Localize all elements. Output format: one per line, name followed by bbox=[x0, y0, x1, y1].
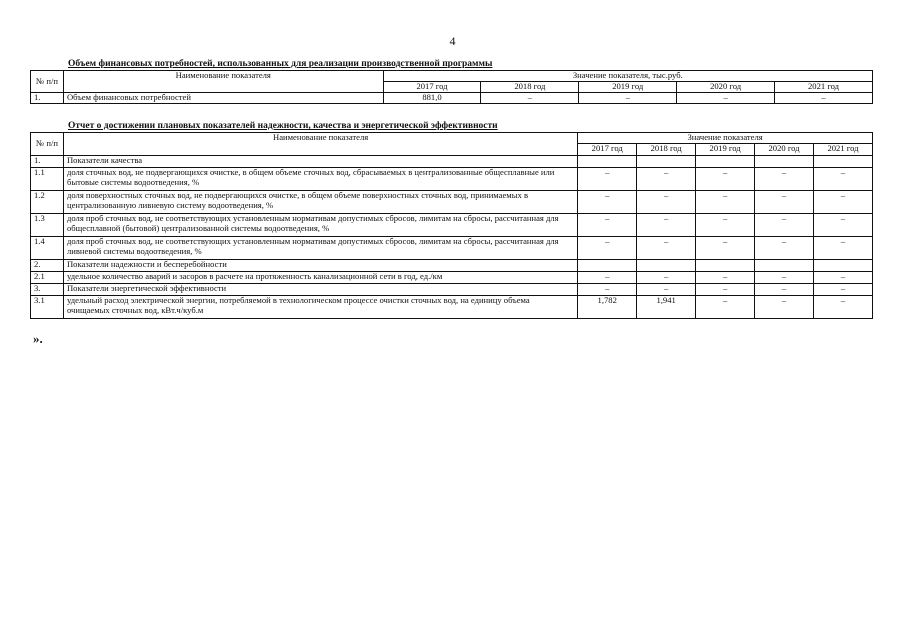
row-value bbox=[814, 156, 873, 168]
row-value bbox=[578, 260, 637, 272]
year-header: 2017 год bbox=[383, 82, 481, 93]
row-value: – bbox=[814, 214, 873, 237]
row-value bbox=[696, 156, 755, 168]
section1-title: Объем финансовых потребностей, использованных для реализации производственной программы bbox=[68, 59, 493, 69]
financial-needs-table bbox=[30, 70, 873, 104]
row-value: 1,782 bbox=[578, 296, 637, 319]
row-name: Показатели качества bbox=[63, 156, 577, 168]
row-value: 1,941 bbox=[637, 296, 696, 319]
table-row bbox=[31, 156, 873, 168]
row-value bbox=[578, 156, 637, 168]
year-header: 2017 год bbox=[578, 144, 637, 156]
page-number: 4 bbox=[449, 34, 456, 48]
row-name: удельный расход электрической энергии, потребляемой в технологическом процессе очистки сточных вод, на единицу объема очищаемых сточных вод, кВт.ч/куб.м bbox=[63, 296, 577, 319]
row-value: – bbox=[814, 237, 873, 260]
row-value: – bbox=[578, 191, 637, 214]
row-value: – bbox=[696, 214, 755, 237]
row-value: – bbox=[696, 237, 755, 260]
row-no: 2.1 bbox=[31, 272, 64, 284]
row-value: – bbox=[755, 296, 814, 319]
indicators-table bbox=[30, 132, 873, 319]
row-value: – bbox=[637, 191, 696, 214]
row-value: – bbox=[755, 214, 814, 237]
year-header: 2018 год bbox=[481, 82, 579, 93]
row-value: 881,0 bbox=[383, 93, 481, 104]
row-value: – bbox=[578, 214, 637, 237]
table-row bbox=[31, 237, 873, 260]
table-row bbox=[31, 214, 873, 237]
row-value: – bbox=[677, 93, 775, 104]
row-value: – bbox=[637, 237, 696, 260]
row-value: – bbox=[696, 168, 755, 191]
row-value bbox=[814, 260, 873, 272]
year-header: 2019 год bbox=[696, 144, 755, 156]
table-row bbox=[31, 296, 873, 319]
section2-title: Отчет о достижении плановых показателей надежности, качества и энергетической эффективности bbox=[68, 121, 498, 131]
row-no: 3.1 bbox=[31, 296, 64, 319]
row-value bbox=[637, 156, 696, 168]
row-value bbox=[755, 156, 814, 168]
row-name: удельное количество аварий и засоров в расчете на протяженность канализационной сети в год, ед./км bbox=[63, 272, 577, 284]
row-value: – bbox=[637, 168, 696, 191]
row-value: – bbox=[814, 296, 873, 319]
row-name: Объем финансовых потребностей bbox=[63, 93, 383, 104]
row-name: доля проб сточных вод, не соответствующих установленным нормативам допустимых сбросов, лимитам на сбросы, рассчитанная для ливневой системы водоотведения, % bbox=[63, 237, 577, 260]
row-name: Показатели энергетической эффективности bbox=[63, 284, 577, 296]
row-value: – bbox=[578, 272, 637, 284]
table-row bbox=[31, 191, 873, 214]
year-header: 2019 год bbox=[579, 82, 677, 93]
row-value: – bbox=[755, 284, 814, 296]
table-row bbox=[31, 272, 873, 284]
row-value: – bbox=[696, 284, 755, 296]
row-value: – bbox=[578, 168, 637, 191]
row-name: доля поверхностных сточных вод, не подвергающихся очистке, в общем объеме поверхностных сточных вод, принимаемых в централизованную ливневую систему водоотведения, % bbox=[63, 191, 577, 214]
row-value: – bbox=[481, 93, 579, 104]
row-value: – bbox=[814, 191, 873, 214]
row-no: 1.2 bbox=[31, 191, 64, 214]
header-value: Значение показателя bbox=[578, 133, 873, 144]
row-value: – bbox=[637, 272, 696, 284]
table-row bbox=[31, 260, 873, 272]
row-no: 2. bbox=[31, 260, 64, 272]
year-header: 2018 год bbox=[637, 144, 696, 156]
row-value: – bbox=[637, 214, 696, 237]
row-value: – bbox=[578, 237, 637, 260]
row-value: – bbox=[578, 284, 637, 296]
row-no: 1. bbox=[31, 93, 64, 104]
row-value bbox=[755, 260, 814, 272]
row-value: – bbox=[755, 237, 814, 260]
row-no: 1. bbox=[31, 156, 64, 168]
row-value bbox=[696, 260, 755, 272]
table-row bbox=[31, 168, 873, 191]
table-row bbox=[31, 284, 873, 296]
row-no: 1.4 bbox=[31, 237, 64, 260]
closing-quote-mark: ». bbox=[33, 331, 43, 346]
header-no: № п/п bbox=[31, 71, 64, 93]
row-value: – bbox=[814, 284, 873, 296]
row-value: – bbox=[755, 191, 814, 214]
year-header: 2020 год bbox=[755, 144, 814, 156]
year-header: 2021 год bbox=[814, 144, 873, 156]
row-no: 1.1 bbox=[31, 168, 64, 191]
header-no: № п/п bbox=[31, 133, 64, 156]
row-name: доля проб сточных вод, не соответствующих установленным нормативам допустимых сбросов, лимитам на сбросы, рассчитанная для общесплавной (бытовой) централизованной системы водоотведения, % bbox=[63, 214, 577, 237]
row-no: 3. bbox=[31, 284, 64, 296]
row-value: – bbox=[814, 272, 873, 284]
row-value: – bbox=[775, 93, 873, 104]
row-value bbox=[637, 260, 696, 272]
year-header: 2021 год bbox=[775, 82, 873, 93]
row-name: доля сточных вод, не подвергающихся очистке, в общем объеме сточных вод, сбрасываемых в централизованные общесплавные или бытовые системы водоотведения, % bbox=[63, 168, 577, 191]
row-value: – bbox=[579, 93, 677, 104]
row-no: 1.3 bbox=[31, 214, 64, 237]
year-header: 2020 год bbox=[677, 82, 775, 93]
row-value: – bbox=[755, 168, 814, 191]
row-value: – bbox=[755, 272, 814, 284]
header-value: Значение показателя, тыс.руб. bbox=[383, 71, 872, 82]
row-value: – bbox=[637, 284, 696, 296]
header-name: Наименование показателя bbox=[63, 71, 383, 93]
row-value: – bbox=[696, 191, 755, 214]
row-value: – bbox=[696, 296, 755, 319]
row-value: – bbox=[814, 168, 873, 191]
header-name: Наименование показателя bbox=[63, 133, 577, 156]
table-row bbox=[31, 93, 873, 104]
row-value: – bbox=[696, 272, 755, 284]
row-name: Показатели надежности и бесперебойности bbox=[63, 260, 577, 272]
